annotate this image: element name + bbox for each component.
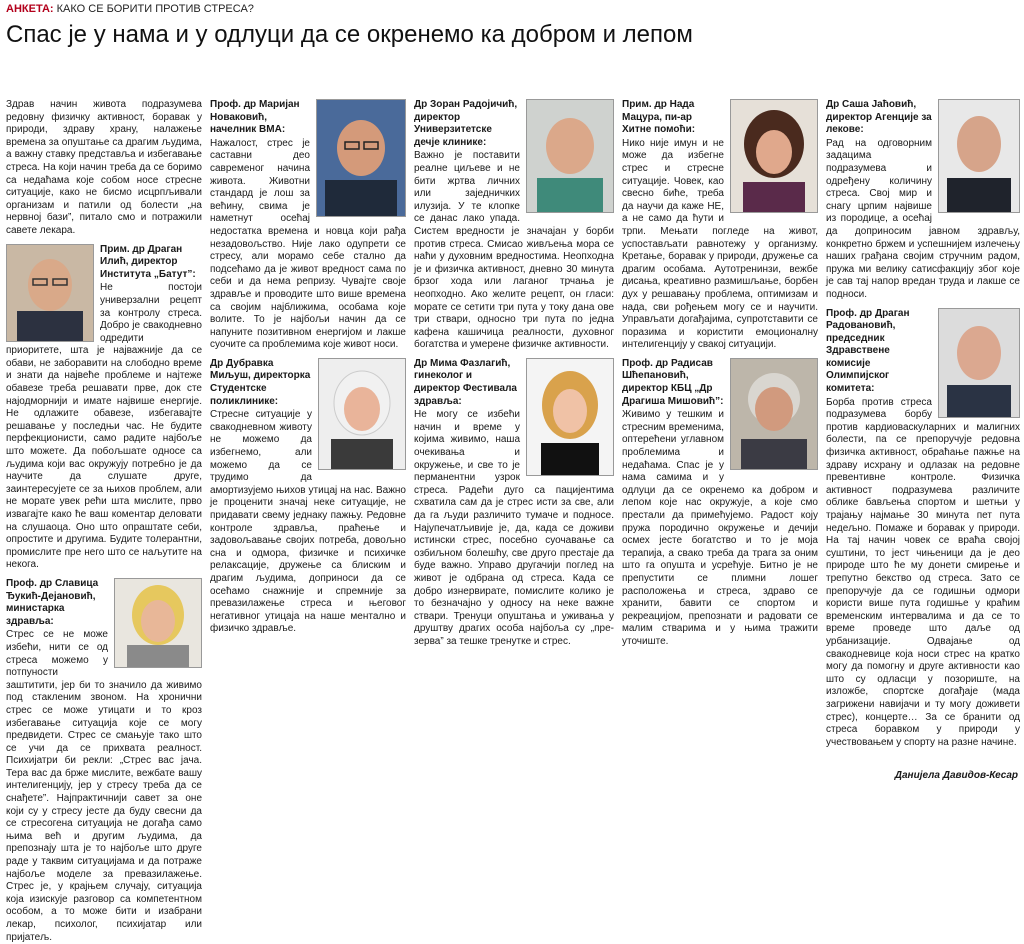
entry-dragan-ilic	[6, 244, 202, 572]
quote: Стресне ситуације у свакодневном животу не можемо да избегнемо, али можемо да се трудимо да амортизујемо њихов утицај на нас. Важно је проценити значај неке ситуације, не придавати свему једнаку пажњу. Редовне контроле здравља, праћење и задовољавање својих потреба, довољно сна и одмора, физичке и психичке релаксације, дружење са блиским и драгим људима, доприноси да се осећамо снажније и спремније за превазилажење стреса и његовог негативног утицаја на наше ментално и физичко здравље.	[210, 409, 406, 635]
portrait-slavica-djukic	[114, 578, 202, 668]
quote: Не могу се избећи начин и време у којима живимо, наша очекивања и окружење, и све то је перманентни узрок стреса. Радећи дуго са пацијентима схватила сам да је стрес исти за све, али да га људи различито тумаче и подносе. Најупечатљивије је, да, када се доживи истински стрес, посебно суочавање са озбиљном болешћу, све друго престаје да буде важно. Управо другачији поглед на живот је одбрана од стреса. Када се добро изнервирате, помислите колико је то безначајно у односу на неке важне ствари. Тренуци опуштања и уживања у друштву драгих особа најбоља су „пре-зерва” за тешке тренутке и стрес.	[414, 409, 614, 647]
entry-radisav-scepanovic	[622, 358, 818, 649]
speaker-name: Прим. др Драган Илић, директор Института „Батут”:	[100, 243, 196, 280]
speaker-name: Прим. др Нада Мацура, пи-ар Хитне помоћи:	[622, 99, 696, 136]
portrait-marijan-novakovic	[316, 99, 406, 217]
entry-sasa-jacovic	[826, 99, 1020, 302]
column-1	[6, 99, 202, 943]
speaker-name: Др Зоран Радојичић, директор Универзитетске дечје клинике:	[414, 99, 518, 148]
quote: Нажалост, стрес је саставни део савременог начина живота. Животни стандард је лош за већину, свима је наметнут осећај недостатка времена и новца који рађа незадовољство. Није лако одупрети се стресу, али морамо себе стално да подсећамо да је живот вредност сама по себи и да нема репризу. Чувајте своје здравље и проводите што више времена са својим најближима, особама које волите. То је најбољи начин да се напуните позитивном енергијом и лакше суочите са проблемима које живот носи.	[210, 137, 406, 351]
kicker	[6, 2, 254, 16]
column-2	[210, 99, 406, 779]
entry-slavica-djukic	[6, 578, 202, 944]
speaker-name: Др Мима Фазлагић, гинеколог и директор Фестивала здравља:	[414, 357, 517, 407]
intro-paragraph: Здрав начин живота подразумева редовну физичку активност, боравак у природи, здраву храну, налажење времена за опуштање са драгим људима, а важну ставку представља и избегавање стреса. На који начин треба да се боримо са недаћама које собом носе стресне ситуације, како не бисмо исцрпљивали организам и патили од болести „на нервној бази”, питало смо и потражили савете лекара.	[6, 99, 202, 236]
speaker-name: Др Саша Јаћовић, директор Агенције за лекове:	[826, 99, 932, 136]
speaker-name: Др Дубравка Миљуш, директорка Студентске поликлинике:	[210, 357, 311, 407]
speaker-name: Проф. др Славица Ђукић-Дејановић, министарка здравља:	[6, 577, 99, 627]
entry-marijan-novakovic	[210, 99, 406, 352]
entry-dubravka-miljus	[210, 358, 406, 636]
entry-nada-macura	[622, 99, 818, 352]
byline: Данијела Давидов-Кесар	[894, 770, 1018, 781]
portrait-radisav-scepanovic	[730, 358, 818, 470]
speaker-name: Проф. др Маријан Новаковић, начелник ВМА:	[210, 99, 300, 136]
quote: Рад на одговорним задацима подразумева и одређену количину стреса. Свој мир и снагу црпим највише из породице, а осећај да доприносим јавном здрављу, конкретно бржем и успешнијем излечењу наших грађана својим стручним радом, пружа ми велику сатисфакцију због које је сав тај напор вредан труда и лакше се подноси.	[826, 137, 1020, 300]
portrait-zoran-radojicic	[526, 99, 614, 213]
quote: Стрес се не може избећи, нити се од стреса можемо у потпуности заштитити, јер би то значило да живимо под стакленим звоном. На хронични стрес се може утицати и то кроз избегавање ситуација које се могу предвидети. Стрес се смањује тако што се учи да се прихвата реалност. Психијатри би рекли: „Стрес вас јача. Тера вас да брже мислите, вежбате вашу интелигенцију, јер у стресу треба да се снађете”. Најпрактичнији савет за оне који су у стресу јесте да буду свесни да се стресогена ситуација не догађа само њима већ и другим људима, да препознају шта је то најбоље што друге раде у таквим ситуацијама и да потраже најбоље моделе за превазилажење. Стрес је, у крајњем случају, ситуација која изискује разговор са компетентном особом, а то може бити и изабрани лекар, психолог, психијатар или пријатељ.	[6, 629, 202, 943]
portrait-dragan-ilic	[6, 244, 94, 342]
speaker-name: Проф. др Радисав Шћепановић, директор КБЦ „Др Драгиша Мишовић”:	[622, 357, 724, 407]
portrait-sasa-jacovic	[938, 99, 1020, 213]
portrait-dragan-radovanovic	[938, 308, 1020, 418]
portrait-nada-macura	[730, 99, 818, 213]
portrait-dubravka-miljus	[318, 358, 406, 470]
portrait-mima-fazlagic	[526, 358, 614, 476]
speaker-name: Проф. др Драган Радовановић, председник Здравствене комисије Олимпијског комитета:	[826, 307, 910, 395]
quote: Важно је поставити реалне циљеве и не бити жртва личних или заједничких илузија. У те клопке се данас лако упада. Систем вредности је значајан у борби против стреса. Смисао живљења мора се наћи у духовним вредностима. Неопходна је и физичка активност, дневно 30 минута брзог хода или лаганог трчања је неопходно. Ако желите рецепт, он гласи: морате се сетити три пута у току дана ове три ствари, односно три пута по једна кафена кашичица реалности, духовног богатства и умерене физичке активности.	[414, 150, 614, 351]
column-5	[826, 99, 1020, 779]
column-4	[622, 99, 818, 779]
entry-mima-fazlagic	[414, 358, 614, 649]
topic-label: КАКО СЕ БОРИТИ ПРОТИВ СТРЕСА?	[56, 3, 254, 15]
quote: Живимо у тешким и стресним временима, оптерећени углавном проблемима и недаћама. Спас је у нама самима и у одлуци да се окренемо ка добром и лепом које нас окружује, а које смо престали да примећујемо. Радост коју пружа породично окружење и дечији осмех јесте богатство и то је моја терапија, а свако треба да трага за оним што га опушта и усрећује. Битно је не препустити се плимни лошег расположења и стреса, здраво се хранити, бавити се спортом и рекреацијом, препознати и радовати се малим стварима и у њима тражити уточиште.	[622, 409, 818, 647]
column-3	[414, 99, 614, 779]
rubric-label: АНКЕТА:	[6, 3, 54, 15]
headline: Спас је у нама и у одлуци да се окренемо ка добром и лепом	[6, 21, 693, 48]
entry-zoran-radojicic	[414, 99, 614, 352]
quote: Не постоји универзални рецепт за контролу стреса. Добро је свакодневно одредити приоритете, шта је најважније да се обави, не заборавити на слободно време и знати да највеће проблеме и најтеже обавезе треба решавати прве, док сте најодморнији и имате највише енергије. Не одлажите обавезе, избегавајте решавање у последњи час. Не будите перфекционисти, само радите најбоље што можете. Да побољшате односе са људима који вас окружују потребно је да научите да слушате друге, заинтересујете се за њихов проблем, али не морате увек рећи шта мислите, прво извагајте како ће ваш коментар деловати на слушаоца. Оно што опраштате себи, опростите и другима. Будите толерантни, промислите пре него што се наљутите на некога.	[6, 282, 202, 571]
entry-dragan-radovanovic	[826, 308, 1020, 750]
quote: Борба против стреса подразумева борбу против кардиоваскуларних и малигних болести, па се препоручује редовна физичка активност, обраћање пажње на здраву исхрану и одлазак на редовне превентивне контроле. Физичка активност подразумева различите облике бављења спортом и шетњи у трајању најмање 30 минута пет пута недељно. Помаже и боравак у природи. На тај начин човек се враћа својој суштини, то јест чињеници да је део природе што ће му донети смирење и трепутно бекство од стреса. Зато се препоручује да се годишњи одмори користи више пута годишње у краћим временским интервалима и да се то време проведе што даље од урбанизације. Одвајање од свакодневице која носи стрес на кратко могу да помогну и друге активности као што су одласци у позориште, на изложбе, спортске догађаје (мада загрижени навијачи и ту могу доживети стрес), концерте… За се бранити од стреса боравком у природи у учествовањем у спорту на разне начине.	[826, 396, 1020, 748]
quote: Нико није имун и не може да избегне стрес и стресне ситуације. Човек, као свесно биће, треба да научи да каже НЕ, а не само да ћути и трпи. Мењати погледе на живот, успостављати равнотежу у организму. Кретање, боравак у природи, дружење са драгим особама. Аутотренинзи, вежбе дисања, креативно размишљање, борбен дух у решавању проблема, оптимизам и нада, сви рођењем могу се и научити. Управљати догађајима, супротставити се поразима и користити емоционалну интелигенцију у свакој ситуацији.	[622, 137, 818, 351]
